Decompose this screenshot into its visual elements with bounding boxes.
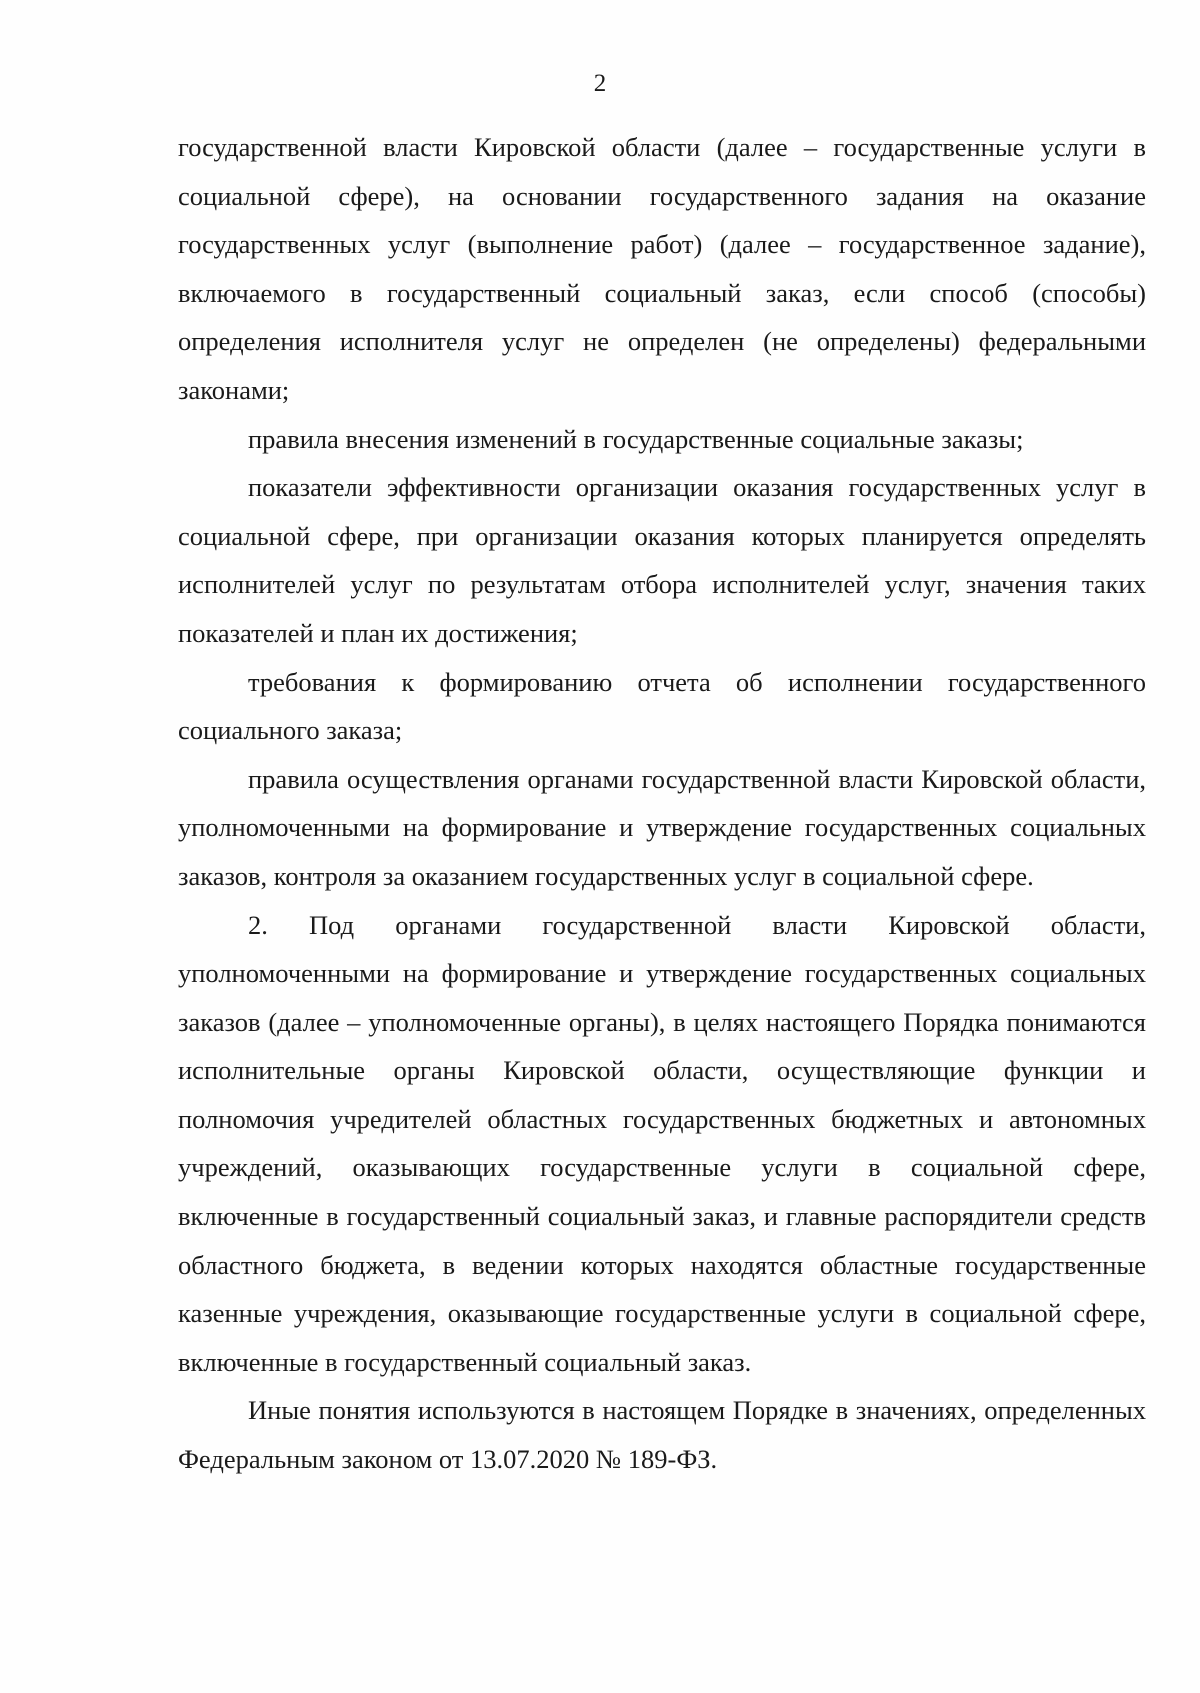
document-body — [178, 123, 1146, 1484]
paragraph-other-terms: Иные понятия используются в настоящем Порядке в значениях, определенных Федеральным законом от 13.07.2020 № 189-ФЗ. — [178, 1395, 1146, 1475]
page-number: 2 — [593, 70, 607, 97]
paragraph-efficiency-indicators: показатели эффективности организации оказания государственных услуг в социальной сфере, при организации оказания которых планируется определять исполнителей услуг по результатам отбора исполнителей услуг, значения таких показателей и план их достижения; — [178, 472, 1146, 648]
paragraph-section-2: 2. Под органами государственной власти Кировской области, уполномоченными на формирование и утверждение государственных социальных заказов (далее – уполномоченные органы), в целях настоящего Порядка понимаются исполнительные органы Кировской области, осуществляющие функции и полномочия учредителей областных государственных бюджетных и автономных учреждений, оказывающих государственные услуги в социальной сфере, включенные в государственный социальный заказ, и главные распорядители средств областного бюджета, в ведении которых находятся областные государственные казенные учреждения, оказывающие государственные услуги в социальной сфере, включенные в государственный социальный заказ. — [178, 909, 1146, 1377]
paragraph-report-requirements: требования к формированию отчета об исполнении государственного социального заказа; — [178, 666, 1146, 746]
paragraph-amendment-rules: правила внесения изменений в государственные социальные заказы; — [248, 423, 1024, 454]
paragraph-continuation: государственной власти Кировской области (далее – государственные услуги в социальной сфере), на основании государственного задания на оказание государственных услуг (выполнение работ) (далее – государственное задание), включаемого в государственный социальный заказ, если способ (способы) определения исполнителя услуг не определен (не определены) федеральными законами; — [178, 132, 1146, 405]
paragraph-control-rules: правила осуществления органами государственной власти Кировской области, уполномоченными на формирование и утверждение государственных социальных заказов, контроля за оказанием государственных услуг в социальной сфере. — [178, 763, 1146, 891]
